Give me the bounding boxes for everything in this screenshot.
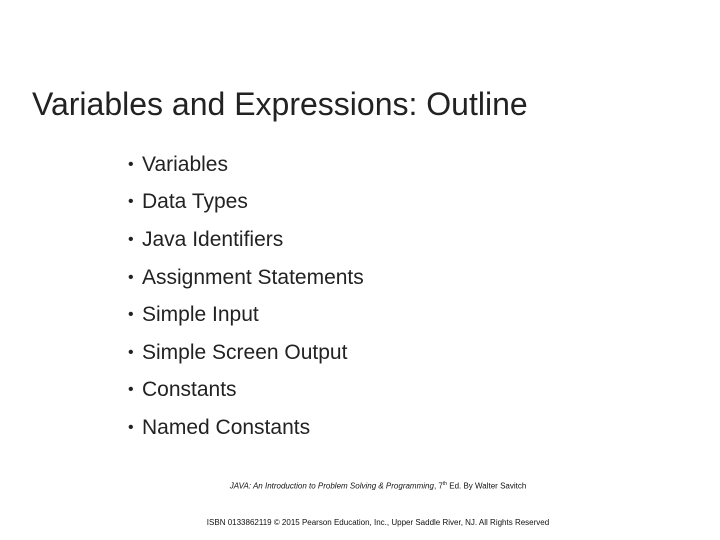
bullet-text: Constants [142, 378, 237, 402]
list-item [128, 146, 364, 184]
list-item [128, 221, 364, 259]
slide-title: Variables and Expressions: Outline [32, 86, 528, 122]
bullet-icon: • [128, 418, 134, 436]
bullet-icon: • [128, 381, 134, 399]
footer-edition-rest: Ed. By Walter Savitch [447, 481, 527, 491]
list-item [128, 259, 364, 297]
bullet-text: Assignment Statements [142, 265, 364, 289]
footer-citation [18, 478, 720, 493]
list-item [128, 409, 364, 447]
bullet-icon: • [128, 343, 134, 361]
footer-book-title: JAVA: An Introduction to Problem Solving & Programming [229, 481, 434, 491]
list-item [128, 372, 364, 410]
bullet-icon: • [128, 193, 134, 211]
bullet-text: Simple Screen Output [142, 340, 348, 364]
footer-edition-number: , 7 [433, 481, 443, 491]
list-item [128, 296, 364, 334]
bullet-icon: • [128, 268, 134, 286]
bullet-text: Named Constants [142, 415, 311, 439]
bullet-text: Variables [142, 152, 228, 176]
bullet-text: Java Identifiers [142, 227, 284, 251]
footer-edition-suffix: th [442, 481, 448, 487]
bullet-icon: • [128, 155, 134, 173]
list-item [128, 334, 364, 372]
footer-copyright: ISBN 0133862119 © 2015 Pearson Education, Inc., Upper Saddle River, NJ. All Rights Reserved [206, 518, 550, 527]
bullet-icon: • [128, 306, 134, 324]
bullet-text: Simple Input [142, 303, 259, 327]
bullet-list [128, 146, 364, 447]
list-item [128, 184, 364, 222]
bullet-icon: • [128, 230, 134, 248]
bullet-text: Data Types [142, 190, 248, 214]
